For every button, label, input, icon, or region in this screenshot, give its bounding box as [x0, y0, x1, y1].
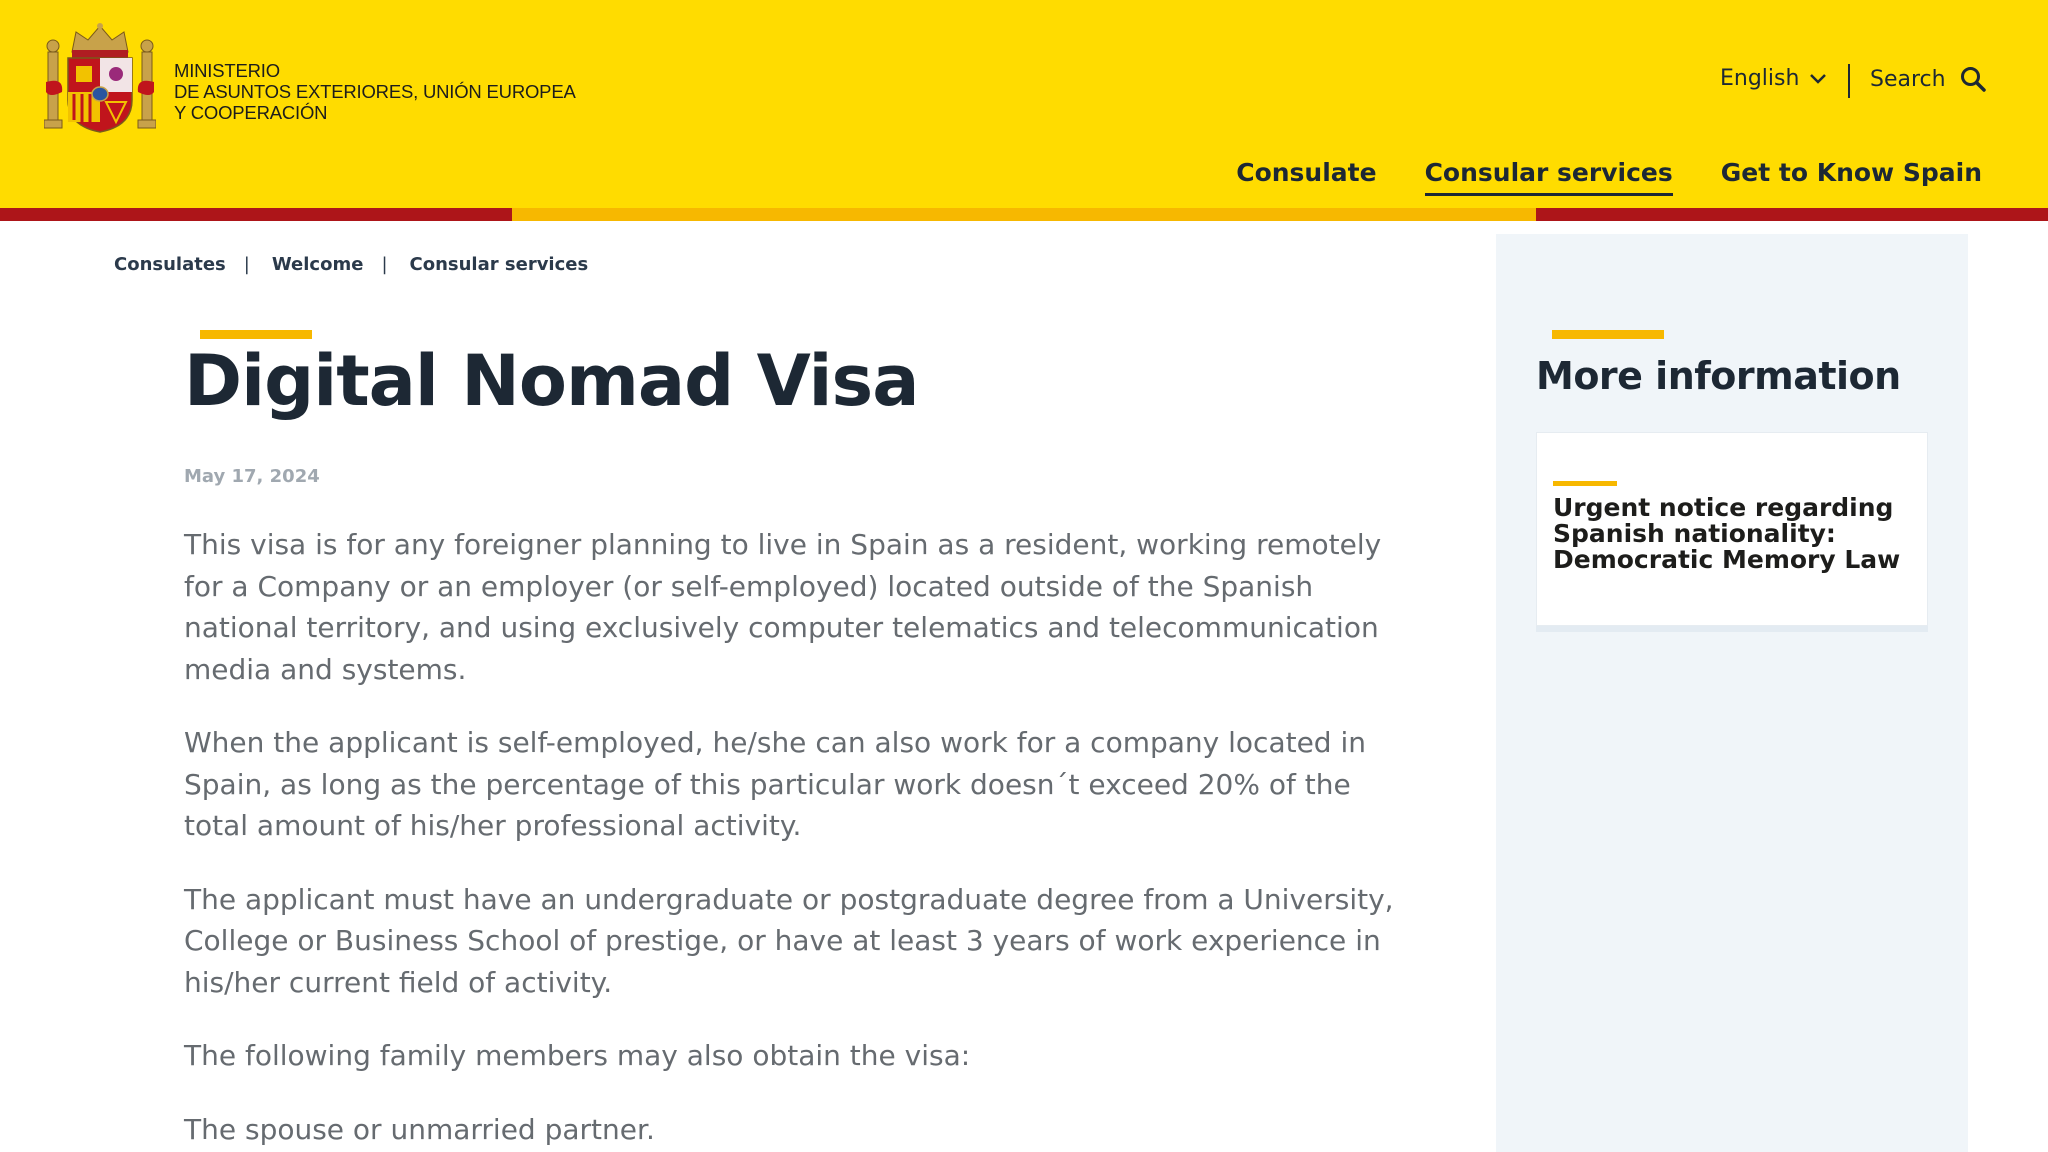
ministry-name[interactable] [174, 60, 576, 123]
ministry-line-1: MINISTERIO [174, 60, 280, 81]
breadcrumb-welcome[interactable]: Welcome [271, 254, 364, 275]
breadcrumb [114, 254, 588, 275]
header-divider [1848, 64, 1850, 98]
breadcrumb-separator: | [381, 254, 388, 275]
paragraph: When the applicant is self-employed, he/she can also work for a company located in Spain, as long as the percentage of this particular work doesn´t exceed 20% of the total amount of his/her professional activity. [184, 726, 1367, 842]
nav-get-to-know-spain[interactable]: Get to Know Spain [1720, 158, 1982, 187]
nav-consulate[interactable]: Consulate [1236, 158, 1377, 187]
publish-date: May 17, 2024 [184, 466, 320, 487]
sidebar-accent-bar [1552, 330, 1664, 339]
breadcrumb-consulates[interactable]: Consulates [114, 254, 226, 275]
info-card-link[interactable]: Urgent notice regarding Spanish nationality: Democratic Memory Law [1553, 493, 1901, 574]
title-accent-bar [200, 330, 312, 339]
paragraph: The applicant must have an undergraduate or postgraduate degree from a University, College or Business School of prestige, or have at least 3 years of work experience in his/her current field of activity. [184, 882, 1394, 999]
flag-stripe-red-left [0, 208, 512, 221]
flag-stripe-yellow [512, 208, 1536, 221]
flag-stripe-red-right [1536, 208, 2048, 221]
paragraph: This visa is for any foreigner planning to live in Spain as a resident, working remotely for a Company or an employer (or self-employed) located outside of the Spanish national territory, and using exclusively computer telematics and telecommunication media and systems. [184, 528, 1382, 686]
article-body [184, 524, 1394, 1152]
ministry-line-2: DE ASUNTOS EXTERIORES, UNIÓN EUROPEA [174, 81, 576, 102]
paragraph: The following family members may also obtain the visa: [184, 1039, 971, 1072]
info-card[interactable] [1536, 432, 1928, 626]
coat-of-arms-logo[interactable] [44, 22, 156, 136]
language-label: English [1720, 66, 1800, 91]
main-nav [1236, 158, 1982, 196]
search-label: Search [1870, 66, 1946, 92]
site-header [0, 0, 2048, 208]
sidebar [1496, 234, 1968, 1152]
ministry-line-3: Y COOPERACIÓN [174, 102, 328, 123]
breadcrumb-separator: | [243, 254, 250, 275]
nav-consular-services[interactable]: Consular services [1425, 158, 1673, 196]
chevron-down-icon [1809, 73, 1827, 85]
sidebar-title: More information [1536, 354, 1901, 398]
card-accent-bar [1553, 481, 1617, 486]
page-title: Digital Nomad Visa [184, 340, 919, 422]
search-icon [1960, 66, 1986, 92]
search-button[interactable] [1870, 66, 1986, 92]
language-selector[interactable] [1720, 66, 1827, 91]
breadcrumb-consular-services[interactable]: Consular services [409, 254, 589, 275]
paragraph: The spouse or unmarried partner. [184, 1112, 655, 1146]
